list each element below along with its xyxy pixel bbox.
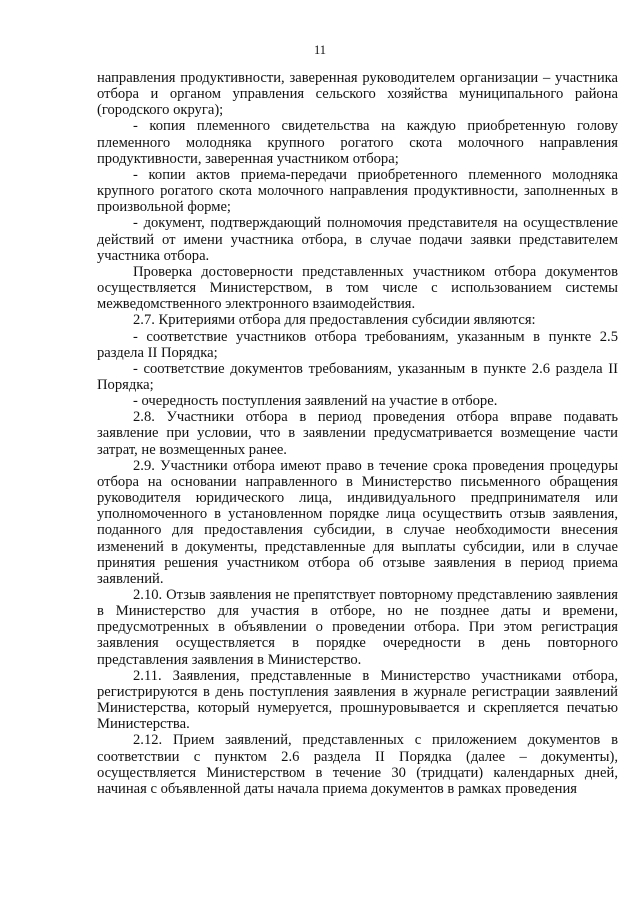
- paragraph-continuation: направления продуктивности, заверенная руководителем организации – участника отбора и органом управления сельского хозяйства муниципального района (городского округа);: [97, 70, 618, 119]
- document-body: [97, 70, 618, 797]
- paragraph-2-7: 2.7. Критериями отбора для предоставления субсидии являются:: [133, 312, 536, 329]
- page-number: 11: [313, 43, 327, 57]
- criteria-item-participants: - соответствие участников отбора требованиям, указанным в пункте 2.5 раздела II Порядка;: [97, 328, 618, 361]
- list-item-authority-document: - документ, подтверждающий полномочия представителя на осуществление действий от имени участника отбора, в случае подачи заявки представителем участника отбора.: [97, 215, 618, 264]
- paragraph-verification: Проверка достоверности представленных участником отбора документов осуществляется Министерством, в том числе с использованием системы межведомственного электронного взаимодействия.: [97, 263, 618, 313]
- criteria-item-documents: - соответствие документов требованиям, указанным в пункте 2.6 раздела II Порядка;: [97, 360, 618, 393]
- paragraph-2-12: 2.12. Прием заявлений, представленных с приложением документов в соответствии с пунктом 2.6 раздела II Порядка (далее – документы), осуществляется Министерством в течение 30 (тридцати) календарных дней, начиная с объявленной даты начала приема документов в рамках проведения: [97, 732, 618, 797]
- paragraph-2-10: 2.10. Отзыв заявления не препятствует повторному представлению заявления в Министерство для участия в отборе, но не позднее даты и времени, предусмотренных в объявлении о проведении отбора. При этом регистрация заявления осуществляется в порядке очередности в день повторного представления заявления в Министерство.: [97, 587, 618, 668]
- paragraph-2-9: 2.9. Участники отбора имеют право в течение срока проведения процедуры отбора на основании направленного в Министерство письменного обращения руководителя юридического лица, индивидуального предпринимателя или уполномоченного в установленном порядке лица осуществить отзыв заявления, поданного для предоставления субсидии, в случае необходимости внесения изменений в документы, представленные для выплаты субсидии, или в случае принятия решения участником отбора об отзыве заявления в период приема заявлений.: [97, 457, 618, 587]
- criteria-item-order: - очередность поступления заявлений на участие в отборе.: [133, 393, 498, 410]
- paragraph-2-11: 2.11. Заявления, представленные в Министерство участниками отбора, регистрируются в день поступления заявления в журнале регистрации заявлений Министерства, который нумеруется, прошнуровывается и скрепляется печатью Министерства.: [97, 667, 618, 733]
- list-item-transfer-acts: - копии актов приема-передачи приобретенного племенного молодняка крупного рогатого скота молочного направления продуктивности, заполненных в произвольной форме;: [97, 166, 618, 216]
- list-item-breeding-certificate: - копия племенного свидетельства на каждую приобретенную голову племенного молодняка крупного рогатого скота молочного направления продуктивности, заверенная участником отбора;: [97, 118, 618, 167]
- paragraph-2-8: 2.8. Участники отбора в период проведения отбора вправе подавать заявление при условии, что в заявлении предусматривается возмещение части затрат, не возмещенных ранее.: [97, 409, 618, 458]
